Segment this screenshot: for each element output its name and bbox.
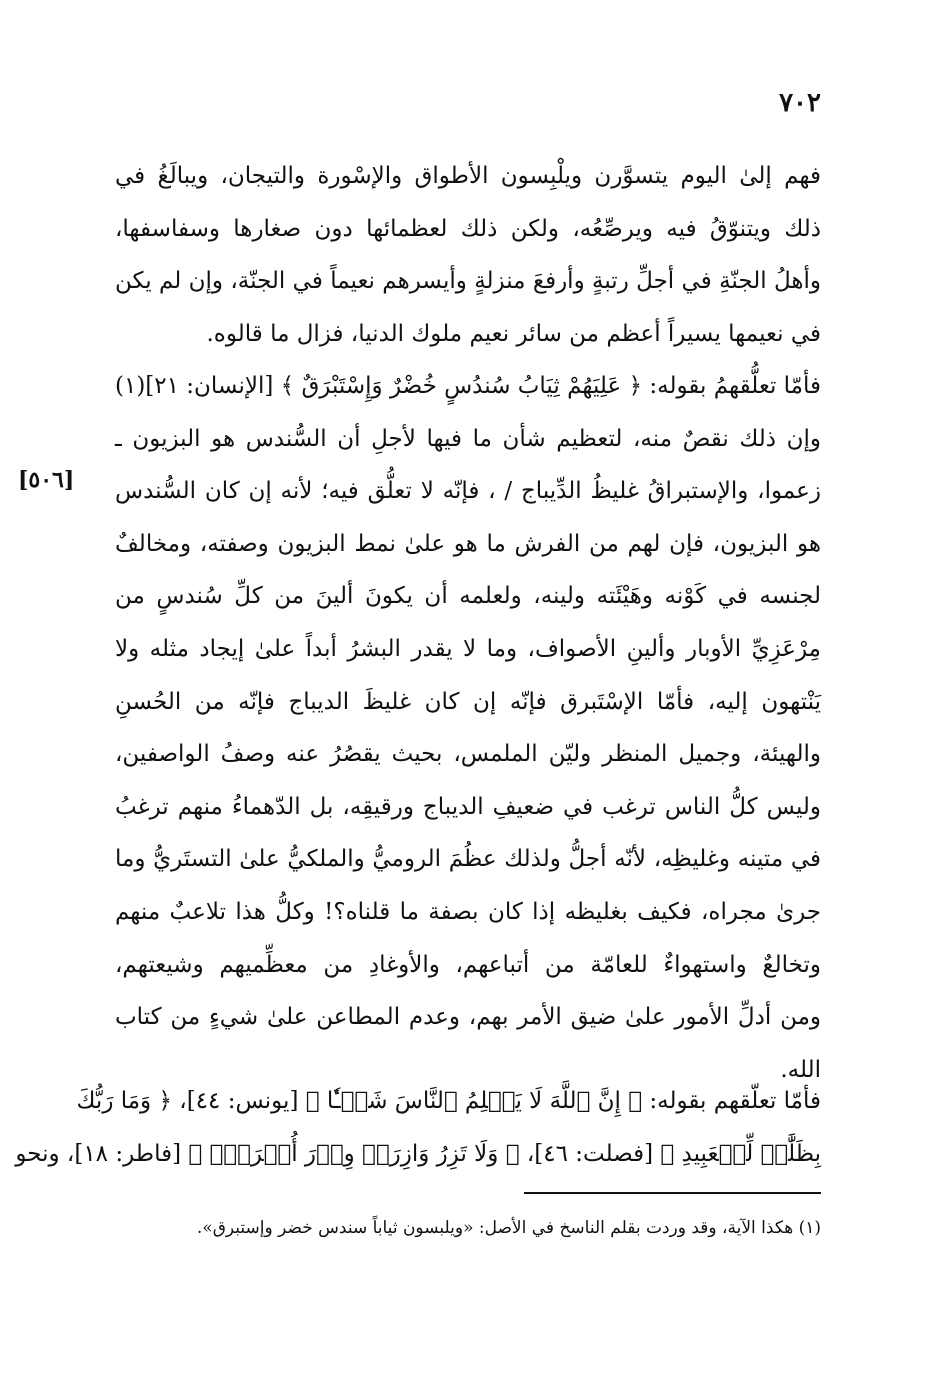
paragraph-3: [15, 1075, 821, 1180]
text-line: زعموا، والإستبراقُ غليظُ الدِّيباج / ، فإنّه لا تعلُّق فيه؛ لأنه إن كان السُّندس: [115, 478, 821, 505]
text-line: في متينه وغليظِه، لأنّه أجلُّ ولذلك عظُمَ الروميُّ والملكيُّ علىٰ التستَريُّ وما: [115, 846, 821, 873]
footnote-divider: [524, 1192, 821, 1194]
footnote: (١) هكذا الآية، وقد وردت بقلم الناسخ في الأصل: «ويلبسون ثياباً سندس خضر وإستبرق».: [196, 1218, 821, 1238]
text-line: هو البزيون، فإن لهم من الفرش ما هو علىٰ نمط البزيون وصفته، ومخالفٌ: [115, 530, 821, 557]
text-line: ذلك ويتنوّقُ فيه ويرصِّعُه، ولكن ذلك لعظمائها دون صغارها وسفاسفها،: [115, 215, 821, 242]
manuscript-folio-reference: [٥٠٦]: [18, 467, 75, 493]
text-line: ومن أدلِّ الأمور علىٰ ضيق الأمر بهم، وعدم المطاعن علىٰ شيءٍ من كتاب: [115, 1004, 821, 1031]
text-line: مِرْعَزِيِّ الأوبار وألينِ الأصواف، وما لا يقدر البشرُ أبداً علىٰ إيجاد مثله ولا: [115, 635, 821, 662]
text-line: وأهلُ الجنّةِ في أجلِّ رتبةٍ وأرفعَ منزلةٍ وأيسرهم نعيماً في الجنّة، وإن لم يكن: [115, 268, 821, 295]
text-line: يَنْتهون إليه، فأمّا الإسْتَبرق فإنّه إن كان غليظَ الديباج فإنّه من الحُسنِ: [115, 688, 821, 715]
text-line: فأمّا تعلُّقهمُ بقوله: ﴿ عَلِيَهُمْ ثِيَابُ سُندُسٍ خُضْرٌ وَإِسْتَبْرَقٌ ﴾ [الإنسان: ٢١](١): [114, 373, 821, 399]
paragraph-2: [115, 360, 821, 1096]
text-line: وليس كلُّ الناس ترغب في ضعيفِ الديباج ورقيقِه، بل الدّهماءُ منهم ترغبُ: [115, 793, 821, 820]
page-number: ٧٠٢: [779, 88, 821, 118]
text-line: والهيئة، وجميل المنظر وليّن الملمس، بحيث يقصُرُ عنه وصفُ الواصفين،: [115, 741, 821, 768]
text-line: بِظَلَّٰمٖ لِّلۡعَبِيدِ ﴾ [فصلت: ٤٦]، ﴿ وَلَا تَزِرُ وَازِرَةٞ وِزۡرَ أُخۡرَىٰۚ ﴾ [فاطر: ١٨]، ونحو: [15, 1140, 821, 1167]
text-line: وإن ذلك نقصٌ منه، لتعظيم شأن ما فيها لأجلِ أن السُّندس هو البزيون ـ: [115, 425, 821, 452]
text-line: وتخالعٌ واستهواءٌ للعامّة من أتباعهم، والأوغادِ من معظِّميهم وشيعتهم،: [115, 951, 821, 978]
text-line: لجنسه في كَوْنه وهَيْئَته ولينه، ولعلمه أن يكونَ ألينَ من كلِّ سُندسٍ من: [115, 583, 821, 610]
text-line: فهم إلىٰ اليوم يتسوَّرن ويلْبِسون الأطواق والإسْورة والتيجان، ويبالَغُ في: [115, 163, 821, 189]
text-line: جرىٰ مجراه، فكيف بغليظه إذا كان بصفة ما قلناه؟! وكلُّ هذا تلاعبٌ منهم: [115, 898, 821, 925]
text-line: الله.: [780, 1056, 821, 1083]
text-line: في نعيمها يسيراً أعظم من سائر نعيم ملوك الدنيا، فزال ما قالوه.: [206, 320, 821, 347]
paragraph-1: [115, 150, 821, 360]
text-line: فأمّا تعلّقهم بقوله: ﴿ إِنَّ ٱللَّهَ لَا يَظۡلِمُ ٱلنَّاسَ شَيۡـٔٗا ﴾ [يونس: ٤٤]، ﴿ وَمَا رَبُّكَ: [76, 1088, 821, 1114]
